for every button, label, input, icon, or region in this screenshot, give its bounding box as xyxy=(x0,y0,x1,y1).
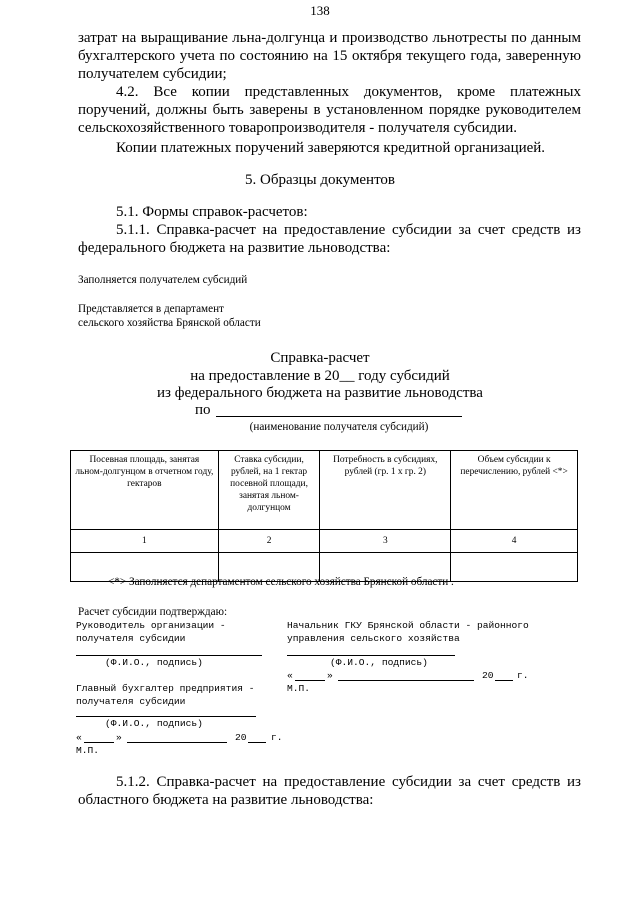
submitted-to-line: Представляется в департамент xyxy=(78,303,224,315)
table-number-row xyxy=(71,530,578,553)
date-year: 20 xyxy=(235,732,247,743)
table-header-cell: Объем субсидии к перечислению, рублей <*> xyxy=(451,451,578,530)
date-year-suffix: г. xyxy=(517,670,529,681)
paragraph-line: получателем субсидии; xyxy=(78,66,227,82)
paragraph-line: сельскохозяйственного товаропроизводителя - получателя субсидии. xyxy=(78,120,518,136)
head-title: получателя субсидии xyxy=(76,633,186,644)
table-cell: 2 xyxy=(218,530,320,553)
chief-accountant-title: получателя субсидии xyxy=(76,696,186,707)
recipient-label: по xyxy=(195,402,211,418)
footnote: <*> Заполняется департаментом сельского хозяйства Брянской области . xyxy=(108,576,454,588)
form-title: Справка-расчет xyxy=(270,350,370,366)
paragraph-line: 4.2. Все копии представленных документов, кроме платежных xyxy=(116,84,581,100)
table-cell xyxy=(451,553,578,582)
date-month-line xyxy=(338,680,474,681)
submitted-to-line: сельского хозяйства Брянской области xyxy=(78,317,261,329)
filled-by-note: Заполняется получателем субсидий xyxy=(78,274,248,286)
subsidy-calculation-table xyxy=(70,450,578,582)
date-day-line xyxy=(84,742,114,743)
table-cell: 3 xyxy=(320,530,451,553)
date-close-quote: » xyxy=(327,670,333,681)
subsection-line: федерального бюджета на развитие льноводства: xyxy=(78,240,391,256)
paragraph-line: Копии платежных поручений заверяются кредитной организацией. xyxy=(116,140,546,156)
table-cell: 1 xyxy=(71,530,219,553)
chief-accountant-title: Главный бухгалтер предприятия - xyxy=(76,683,255,694)
paragraph-line: поручений, должны быть заверены в установленном порядке руководителем xyxy=(78,102,581,118)
date-day-line xyxy=(295,680,325,681)
subsection-line: 5.1.1. Справка-расчет на предоставление субсидии за счет средств из xyxy=(116,222,581,238)
table-header-row xyxy=(71,451,578,530)
form-title-line: на предоставление в 20__ году субсидий xyxy=(190,368,450,384)
paragraph-line: бухгалтерского учета по состоянию на 15 октября текущего года, заверенную xyxy=(78,48,581,64)
district-head-title: Начальник ГКУ Брянской области - районного xyxy=(287,620,529,631)
signature-caption: (Ф.И.О., подпись) xyxy=(105,718,203,729)
date-year-line xyxy=(248,742,266,743)
date-open-quote: « xyxy=(287,670,293,681)
stamp-place: М.П. xyxy=(287,683,311,694)
date-open-quote: « xyxy=(76,732,82,743)
date-year-line xyxy=(495,680,513,681)
subsection-line: областного бюджета на развитие льноводства: xyxy=(78,792,374,808)
head-title: Руководитель организации - xyxy=(76,620,226,631)
stamp-place: М.П. xyxy=(76,745,100,756)
district-head-title: управления сельского хозяйства xyxy=(287,633,460,644)
table-header-cell: Ставка субсидии, рублей, на 1 гектар посевной площади, занятая льном-долгунцом xyxy=(218,451,320,530)
date-year-suffix: г. xyxy=(271,732,283,743)
date-close-quote: » xyxy=(116,732,122,743)
date-month-line xyxy=(127,742,227,743)
subsection-line: 5.1.2. Справка-расчет на предоставление субсидии за счет средств из xyxy=(116,774,581,790)
recipient-name-line xyxy=(216,416,462,417)
confirm-label: Расчет субсидии подтверждаю: xyxy=(78,606,228,618)
subsection-heading: 5.1. Формы справок-расчетов: xyxy=(116,204,308,220)
recipient-caption: (наименование получателя субсидий) xyxy=(249,421,429,433)
form-title-line: из федерального бюджета на развитие льноводства xyxy=(157,385,483,401)
table-cell: 4 xyxy=(451,530,578,553)
section-heading: 5. Образцы документов xyxy=(244,172,396,188)
paragraph-line: затрат на выращивание льна-долгунца и производство льнотресты по данным xyxy=(78,30,581,46)
signature-caption: (Ф.И.О., подпись) xyxy=(330,657,428,668)
date-year: 20 xyxy=(482,670,494,681)
table-header-cell: Потребность в субсидиях, рублей (гр. 1 х гр. 2) xyxy=(320,451,451,530)
table-header-cell: Посевная площадь, занятая льном-долгунцом в отчетном году, гектаров xyxy=(71,451,219,530)
page-number: 138 xyxy=(310,3,330,18)
signature-caption: (Ф.И.О., подпись) xyxy=(105,657,203,668)
